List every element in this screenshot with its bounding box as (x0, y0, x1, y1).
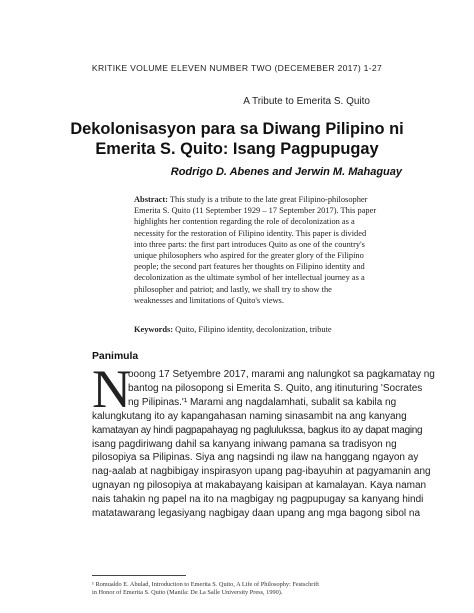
abstract (134, 194, 377, 306)
body-line: ugnayan ng pilosopiya at makabayang kaisipan at kamalayan. Kaya naman (92, 480, 427, 492)
abstract-line: necessity for the restoration of Filipino identity. This paper is divided (134, 228, 367, 238)
abstract-line: weaknesses and limitations of Quito's views. (134, 295, 284, 305)
footnote-line: in Honor of Emerita S. Quito (Manila: De La Salle University Press, 1990). (92, 589, 283, 596)
article-title (60, 119, 414, 159)
body-line: nais tahakin ng papel na ito na magbigay ng pagpupugay sa kanyang hindi (92, 494, 424, 506)
body-line: ng Pilipinas.'¹ Marami ang nagdalamhati, subalit sa kabila ng (128, 396, 397, 408)
abstract-line: decolonization as the ultimate symbol of her intellectual journey as a (134, 273, 365, 283)
body-line: nag-aalab at nagbibigay inspirasyon upang pag-ibayuhin at pagyamanin ang (92, 466, 431, 478)
keywords-label: Keywords: (134, 325, 174, 334)
tribute-line: A Tribute to Emerita S. Quito (243, 96, 370, 107)
abstract-line: philosopher and patriot; and lastly, we shall try to show the (134, 284, 332, 294)
abstract-text: This study is a tribute to the late great Filipino-philosopher (167, 195, 368, 204)
body-text (92, 359, 435, 521)
body-line: kamatayan ay hindi pagpapahayag ng paglulukssa, bagkus ito ay dapat maging (92, 424, 423, 436)
running-head: KRITIKE VOLUME ELEVEN NUMBER TWO (DECEMEBER 2017) 1-27 (91, 63, 383, 73)
abstract-line: people; the second part features her thoughts on Filipino identity and (134, 262, 365, 272)
footnote-line: ¹ Romualdo E. Abulad, Introduction to Emerita S. Quito, A Life of Philosophy: Festschrift (92, 581, 319, 588)
body-line: pilosopiya sa Pilipinas. Siya ang nagsindi ng ilaw na hanggang ngayon ay (92, 452, 419, 464)
section-heading: Panimula (92, 351, 139, 362)
abstract-line: Emerita S. Quito (11 September 1929 – 17 September 2017). This paper (134, 206, 377, 216)
drop-cap: N (92, 359, 131, 419)
abstract-line (134, 194, 368, 205)
title-line-2: Emerita S. Quito: Isang Pagpupugay (95, 140, 379, 158)
body-line: bantog na pilosopong si Emerita S. Quito, ang itinuturing 'Socrates (128, 382, 423, 394)
keywords-text: Quito, Filipino identity, decolonization, tribute (173, 325, 332, 334)
abstract-line: highlights her contention regarding the role of decolonization as a (134, 217, 355, 227)
footnote-rule (92, 575, 186, 576)
body-line: isang pagdiriwang dahil sa kanyang iniwang pamana sa tradisyon ng (92, 438, 397, 450)
keywords (134, 324, 354, 335)
abstract-line: into three parts: the first part introduces Quito as one of the country's (134, 239, 365, 249)
body-line: kalungkutang ito ay kapangahasan naming sinasambit na ang kanyang (92, 410, 407, 422)
body-line: matatawarang legasiyang nagbigay daan upang ang mga bagong sibol na (92, 508, 421, 520)
footnote (92, 581, 392, 597)
authors: Rodrigo D. Abenes and Jerwin M. Mahaguay (170, 166, 402, 178)
abstract-label: Abstract: (134, 195, 168, 204)
abstract-line: unique philosophers who aspired for the greater glory of the Filipino (134, 251, 364, 261)
body-line: ooong 17 Setyembre 2017, marami ang nalungkot sa pagkamatay ng (128, 369, 435, 380)
title-line-1: Dekolonisasyon para sa Diwang Pilipino ni (70, 120, 404, 138)
